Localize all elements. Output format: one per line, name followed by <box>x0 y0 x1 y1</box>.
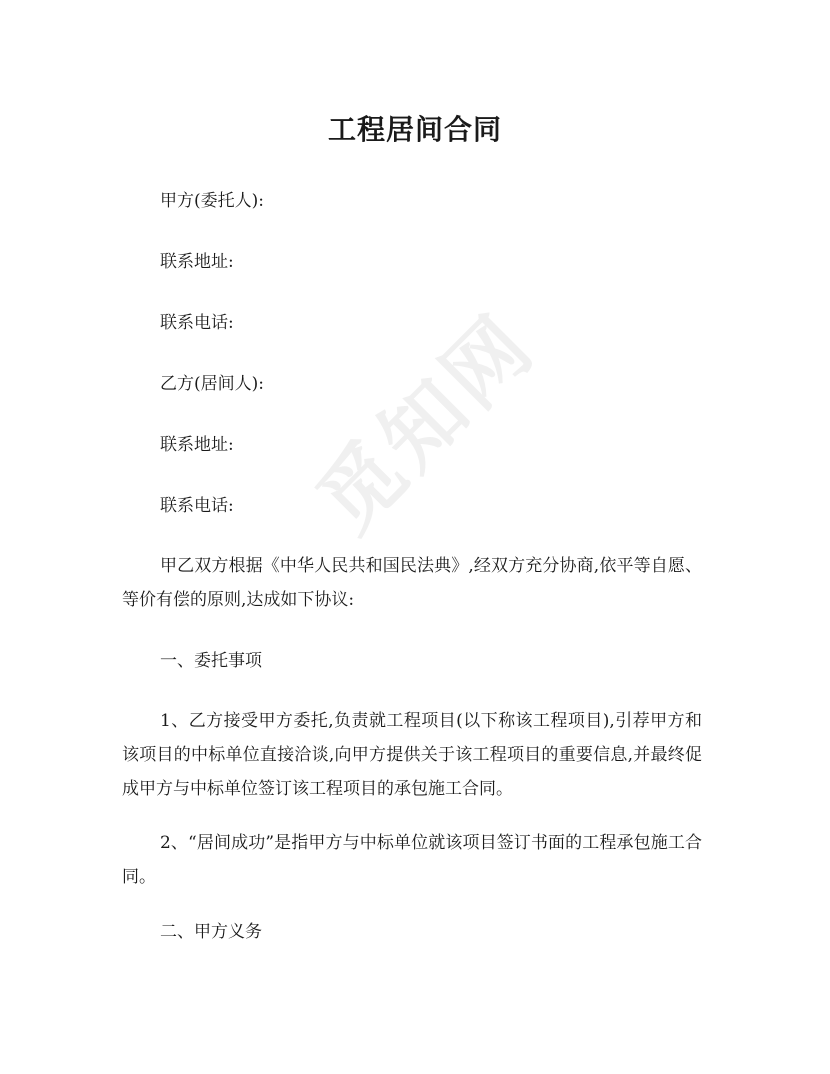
party-a-label: 甲方(委托人): <box>160 191 264 211</box>
section-2-heading: 二、甲方义务 <box>160 922 262 942</box>
watermark: 觅知网 <box>300 296 554 551</box>
section-1-heading: 一、委托事项 <box>160 651 262 671</box>
party-a-phone-label: 联系电话: <box>160 313 234 333</box>
party-b-address-label: 联系地址: <box>160 435 234 455</box>
party-a-address-label: 联系地址: <box>160 252 234 272</box>
document-title: 工程居间合同 <box>327 113 502 146</box>
preamble-paragraph: 甲乙双方根据《中华人民共和国民法典》,经双方充分协商,依平等自愿、等价有偿的原则,达成如下协议: <box>122 556 702 610</box>
clause-1-1-paragraph: 1、乙方接受甲方委托,负责就工程项目(以下称该工程项目),引荐甲方和该项目的中标单位直接洽谈,向甲方提供关于该工程项目的重要信息,并最终促成甲方与中标单位签订该工程项目的承包施工合同。 <box>122 711 702 799</box>
clause-1-2-paragraph: 2、“居间成功”是指甲方与中标单位就该项目签订书面的工程承包施工合同。 <box>122 833 702 887</box>
party-b-label: 乙方(居间人): <box>160 374 264 394</box>
party-b-phone-label: 联系电话: <box>160 496 234 516</box>
